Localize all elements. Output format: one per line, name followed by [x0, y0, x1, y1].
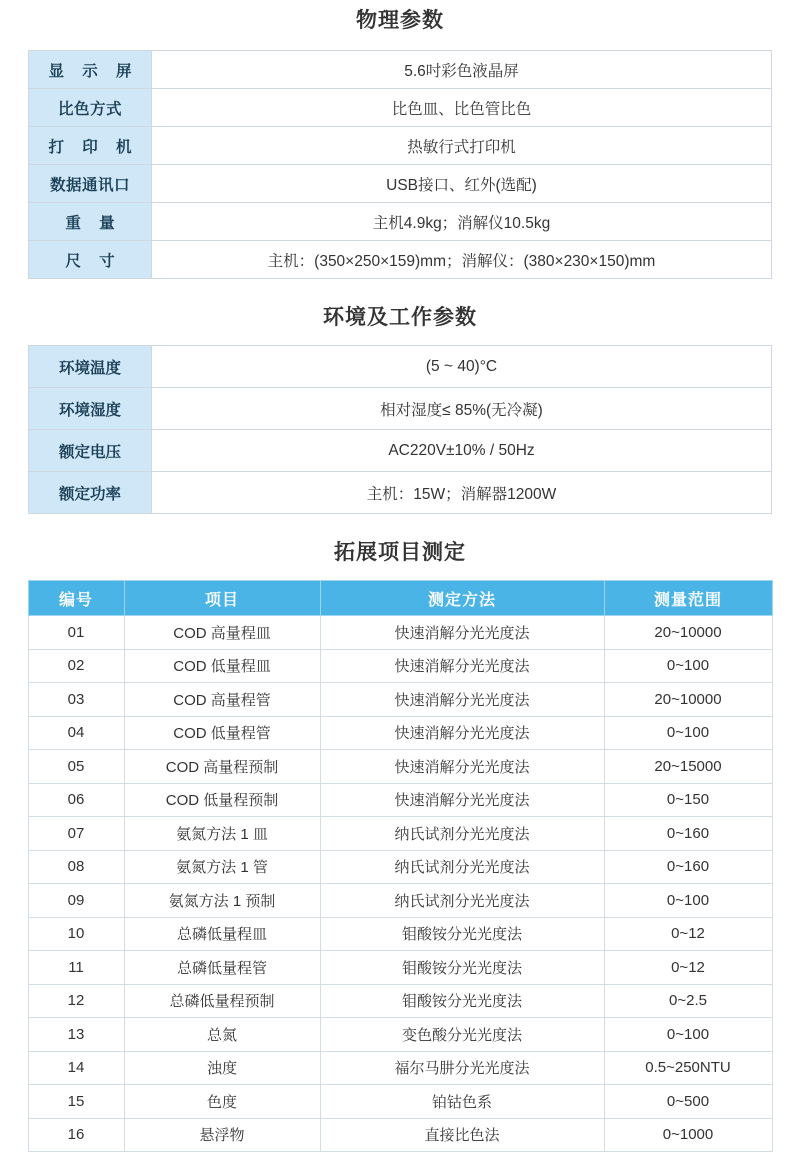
column-header-no: 编号: [28, 581, 124, 616]
cell-method: 快速消解分光光度法: [320, 750, 604, 784]
cell-no: 04: [28, 716, 124, 750]
cell-no: 09: [28, 884, 124, 918]
extended-items-table: [28, 580, 773, 1152]
table-row: [29, 472, 772, 514]
cell-item: COD 高量程管: [124, 683, 320, 717]
cell-range: 0~12: [604, 917, 772, 951]
cell-item: COD 低量程管: [124, 716, 320, 750]
table-row: [28, 783, 772, 817]
table-row: [28, 649, 772, 683]
cell-item: 总氮: [124, 1018, 320, 1052]
row-value: 主机：15W；消解器1200W: [152, 472, 772, 514]
cell-no: 07: [28, 817, 124, 851]
cell-range: 0~100: [604, 649, 772, 683]
spec-sheet-page: [0, 4, 800, 1152]
cell-no: 05: [28, 750, 124, 784]
page-title-physical: 物理参数: [356, 9, 444, 32]
cell-item: COD 低量程预制: [124, 783, 320, 817]
row-label: 额定功率: [29, 472, 152, 514]
cell-no: 16: [28, 1118, 124, 1152]
cell-item: 总磷低量程皿: [124, 917, 320, 951]
cell-method: 纳氏试剂分光光度法: [320, 817, 604, 851]
table-row: [29, 89, 772, 127]
cell-method: 福尔马肼分光光度法: [320, 1051, 604, 1085]
table-row: [29, 346, 772, 388]
cell-method: 快速消解分光光度法: [320, 716, 604, 750]
cell-range: 0~100: [604, 1018, 772, 1052]
cell-range: 0~1000: [604, 1118, 772, 1152]
row-label: 数据通讯口: [29, 165, 152, 203]
table-row: [28, 683, 772, 717]
cell-item: 浊度: [124, 1051, 320, 1085]
table-row: [29, 203, 772, 241]
table-row: [28, 850, 772, 884]
row-label: 额定电压: [29, 430, 152, 472]
row-label: 尺 寸: [29, 241, 152, 279]
table-row: [28, 917, 772, 951]
cell-item: 氨氮方法 1 预制: [124, 884, 320, 918]
cell-method: 纳氏试剂分光光度法: [320, 884, 604, 918]
cell-item: 悬浮物: [124, 1118, 320, 1152]
cell-no: 01: [28, 616, 124, 650]
column-header-item: 项目: [124, 581, 320, 616]
row-label: 重 量: [29, 203, 152, 241]
table-row: [28, 1118, 772, 1152]
table-header-row: [28, 581, 772, 616]
table-row: [28, 984, 772, 1018]
cell-no: 15: [28, 1085, 124, 1119]
cell-range: 20~10000: [604, 616, 772, 650]
table-row: [28, 1051, 772, 1085]
environment-parameters-table: [28, 345, 772, 514]
cell-no: 11: [28, 951, 124, 985]
cell-item: COD 低量程皿: [124, 649, 320, 683]
row-value: AC220V±10% / 50Hz: [152, 430, 772, 472]
row-label: 环境湿度: [29, 388, 152, 430]
row-label: 比色方式: [29, 89, 152, 127]
cell-item: COD 高量程预制: [124, 750, 320, 784]
cell-item: COD 高量程皿: [124, 616, 320, 650]
cell-range: 0~500: [604, 1085, 772, 1119]
row-value: 主机4.9kg；消解仪10.5kg: [152, 203, 772, 241]
cell-item: 氨氮方法 1 管: [124, 850, 320, 884]
table-row: [29, 127, 772, 165]
cell-method: 钼酸铵分光光度法: [320, 951, 604, 985]
table-row: [29, 388, 772, 430]
table-row: [28, 716, 772, 750]
cell-range: 0~100: [604, 884, 772, 918]
cell-method: 钼酸铵分光光度法: [320, 984, 604, 1018]
cell-method: 变色酸分光光度法: [320, 1018, 604, 1052]
cell-no: 03: [28, 683, 124, 717]
page-title-items: 拓展项目测定: [334, 541, 466, 564]
cell-no: 10: [28, 917, 124, 951]
cell-no: 08: [28, 850, 124, 884]
cell-method: 钼酸铵分光光度法: [320, 917, 604, 951]
cell-method: 快速消解分光光度法: [320, 683, 604, 717]
row-value: 主机：(350×250×159)mm；消解仪：(380×230×150)mm: [152, 241, 772, 279]
row-value: (5 ~ 40)°C: [152, 346, 772, 388]
row-label: 打 印 机: [29, 127, 152, 165]
table-row: [28, 951, 772, 985]
row-label: 显 示 屏: [29, 51, 152, 89]
table-row: [28, 750, 772, 784]
physical-parameters-table: [28, 50, 772, 279]
cell-no: 14: [28, 1051, 124, 1085]
cell-no: 02: [28, 649, 124, 683]
row-value: 5.6吋彩色液晶屏: [152, 51, 772, 89]
cell-method: 纳氏试剂分光光度法: [320, 850, 604, 884]
row-value: 比色皿、比色管比色: [152, 89, 772, 127]
cell-range: 0~160: [604, 817, 772, 851]
page-title-environment: 环境及工作参数: [323, 306, 477, 329]
cell-range: 0.5~250NTU: [604, 1051, 772, 1085]
cell-range: 0~150: [604, 783, 772, 817]
cell-item: 色度: [124, 1085, 320, 1119]
column-header-method: 测定方法: [320, 581, 604, 616]
cell-no: 12: [28, 984, 124, 1018]
cell-method: 铂钴色系: [320, 1085, 604, 1119]
cell-item: 氨氮方法 1 皿: [124, 817, 320, 851]
table-row: [28, 616, 772, 650]
row-value: USB接口、红外(选配): [152, 165, 772, 203]
cell-method: 快速消解分光光度法: [320, 783, 604, 817]
table-row: [28, 884, 772, 918]
cell-range: 0~160: [604, 850, 772, 884]
cell-no: 13: [28, 1018, 124, 1052]
cell-method: 直接比色法: [320, 1118, 604, 1152]
row-value: 相对湿度≤ 85%(无冷凝): [152, 388, 772, 430]
table-row: [28, 817, 772, 851]
table-row: [28, 1018, 772, 1052]
table-row: [29, 165, 772, 203]
table-row: [29, 430, 772, 472]
cell-item: 总磷低量程管: [124, 951, 320, 985]
row-value: 热敏行式打印机: [152, 127, 772, 165]
cell-range: 20~15000: [604, 750, 772, 784]
cell-method: 快速消解分光光度法: [320, 649, 604, 683]
table-row: [29, 51, 772, 89]
cell-range: 0~2.5: [604, 984, 772, 1018]
cell-range: 0~100: [604, 716, 772, 750]
table-row: [29, 241, 772, 279]
cell-range: 20~10000: [604, 683, 772, 717]
table-row: [28, 1085, 772, 1119]
column-header-range: 测量范围: [604, 581, 772, 616]
cell-no: 06: [28, 783, 124, 817]
cell-range: 0~12: [604, 951, 772, 985]
row-label: 环境温度: [29, 346, 152, 388]
cell-method: 快速消解分光光度法: [320, 616, 604, 650]
cell-item: 总磷低量程预制: [124, 984, 320, 1018]
